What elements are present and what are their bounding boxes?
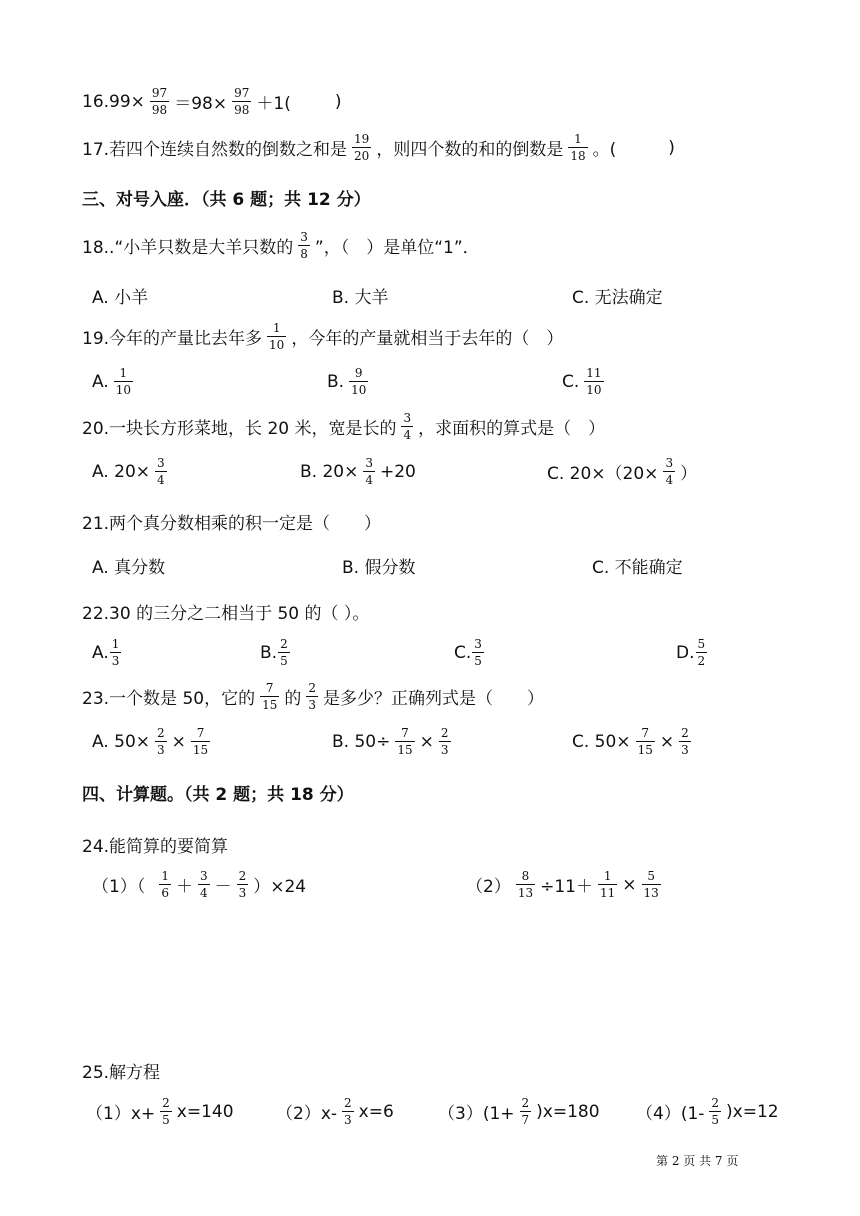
q25-part-4	[636, 1096, 779, 1127]
equation-text: （2）x-	[276, 1104, 338, 1124]
fraction: $\frac{11}{10}$	[586, 366, 602, 397]
fraction: $\frac{5}{13}$	[643, 869, 659, 900]
question-22: 22.30 的三分之二相当于 50 的（ ）。	[82, 604, 370, 624]
q25-part-1	[86, 1096, 234, 1127]
q18-text-a: 18..“小羊只数是大羊只数的	[82, 238, 294, 258]
fraction: $\frac{2}{3}$	[681, 726, 689, 757]
fraction: $\frac{2}{7}$	[521, 1096, 530, 1127]
q19-text-a: 19.今年的产量比去年多	[82, 329, 263, 349]
expr-mid: ÷11＋	[540, 877, 593, 897]
section-4-heading: 四、计算题。（共 2 题；共 18 分）	[82, 785, 354, 805]
q23-option-a[interactable]	[92, 726, 215, 757]
q22-option-b[interactable]	[260, 637, 295, 668]
fraction: $\frac{19}{20}$	[354, 132, 370, 163]
fraction: $\frac{7}{15}$	[637, 726, 653, 757]
times-sign: ×	[659, 731, 675, 752]
times-sign: ×	[419, 731, 434, 752]
q23-text-b: 的	[284, 689, 302, 709]
times-sign: ×	[171, 731, 186, 752]
question-19	[82, 321, 563, 352]
q17-text-c: 。(	[592, 140, 617, 160]
fraction: $\frac{2}{5}$	[280, 637, 288, 668]
fraction: $\frac{1}{6}$	[161, 869, 169, 900]
option-letter: C.	[562, 371, 580, 392]
q19-text-b: ，今年的产量就相当于去年的（ ）	[291, 329, 564, 349]
q18-text-b: ”，（ ）是单位“1”．	[314, 238, 480, 258]
times-sign: ×	[622, 874, 637, 895]
question-23	[82, 681, 544, 712]
q25-part-2	[276, 1096, 394, 1127]
fraction: $\frac{7}{15}$	[192, 726, 209, 757]
fraction: $\frac{7}{15}$	[397, 726, 413, 757]
q18-option-c[interactable]: C. 无法确定	[572, 288, 663, 308]
q19-option-c[interactable]	[562, 366, 609, 397]
option-text: +20	[380, 461, 416, 482]
part-label: （1）（	[92, 877, 146, 897]
equation-text: x=140	[176, 1101, 234, 1122]
equation-text: x=6	[358, 1101, 394, 1122]
fraction: $\frac{3}{4}$	[665, 456, 674, 487]
question-18	[82, 230, 480, 261]
expr-tail: ）×24	[253, 877, 307, 897]
q21-option-a[interactable]: A. 真分数	[92, 558, 166, 578]
q20-text-b: ，求面积的算式是（ ）	[418, 419, 606, 439]
option-text: C. 20×（20×	[547, 464, 659, 484]
option-letter: A.	[92, 642, 109, 663]
q17-text-a: 17.若四个连续自然数的倒数之和是	[82, 140, 348, 160]
q20-option-b[interactable]	[300, 456, 416, 487]
fraction: $\frac{1}{10}$	[115, 366, 132, 397]
fraction: $\frac{9}{10}$	[351, 366, 367, 397]
q18-option-a[interactable]: A. 小羊	[92, 288, 149, 308]
question-25: 25.解方程	[82, 1063, 161, 1083]
section-3-heading: 三、对号入座．（共 6 题；共 12 分）	[82, 190, 371, 210]
equation-text: )x=180	[536, 1101, 600, 1122]
equation-text: )x=12	[726, 1101, 779, 1122]
option-text: B. 20×	[300, 461, 359, 482]
q20-text-a: 20.一块长方形菜地，长 20 米，宽是长的	[82, 419, 397, 439]
q17-paren-close: )	[668, 137, 675, 158]
q24-part-2	[466, 869, 666, 900]
q16-paren-close: )	[334, 91, 342, 112]
fraction: $\frac{3}{4}$	[199, 869, 208, 900]
question-17	[82, 132, 675, 163]
option-text: A. 20×	[92, 461, 151, 482]
q23-option-c[interactable]	[572, 726, 696, 757]
fraction: $\frac{7}{15}$	[262, 681, 278, 712]
option-text: B. 50÷	[332, 731, 391, 752]
fraction: $\frac{1}{18}$	[570, 132, 586, 163]
q18-option-b[interactable]: B. 大羊	[332, 288, 389, 308]
fraction: $\frac{3}{4}$	[157, 456, 165, 487]
q23-text-a: 23.一个数是 50，它的	[82, 689, 256, 709]
fraction: $\frac{97}{98}$	[151, 86, 168, 117]
q22-option-a[interactable]	[92, 637, 126, 668]
option-text: ）	[680, 464, 698, 484]
q23-option-b[interactable]	[332, 726, 456, 757]
q24-part-1	[92, 869, 306, 900]
question-16	[82, 86, 341, 117]
q23-text-c: 是多少？正确列式是（ ）	[323, 689, 544, 709]
option-letter: C.	[454, 642, 472, 663]
fraction: $\frac{3}{4}$	[403, 411, 412, 442]
fraction: $\frac{2}{5}$	[162, 1096, 170, 1127]
fraction: $\frac{2}{3}$	[238, 869, 247, 900]
option-text: A. 50×	[92, 731, 151, 752]
option-letter: A.	[92, 371, 109, 392]
plus-sign: ＋	[175, 877, 193, 897]
equation-text: （4）(1-	[636, 1104, 705, 1124]
fraction: $\frac{2}{5}$	[711, 1096, 720, 1127]
equation-text: （3）(1+	[438, 1104, 515, 1124]
minus-sign: －	[214, 877, 232, 897]
q16-text-a: 16.99×	[82, 91, 145, 112]
question-24: 24.能简算的要简算	[82, 837, 229, 857]
q22-option-c[interactable]	[454, 637, 489, 668]
option-letter: B.	[327, 371, 345, 392]
fraction: $\frac{1}{11}$	[600, 869, 616, 900]
fraction: $\frac{2}{3}$	[157, 726, 165, 757]
fraction: $\frac{3}{8}$	[300, 230, 308, 261]
option-letter: D.	[676, 642, 695, 663]
part-label: （2）	[466, 877, 511, 897]
q20-option-a[interactable]	[92, 456, 172, 487]
q20-option-c[interactable]	[547, 456, 697, 487]
fraction: $\frac{1}{3}$	[111, 637, 120, 668]
question-21: 21.两个真分数相乘的积一定是（ ）	[82, 514, 382, 534]
fraction: $\frac{2}{3}$	[344, 1096, 352, 1127]
fraction: $\frac{2}{3}$	[440, 726, 449, 757]
question-20	[82, 411, 605, 442]
fraction: $\frac{1}{10}$	[269, 321, 285, 352]
q16-text-c: ＋1(	[256, 94, 291, 114]
q22-option-d[interactable]	[676, 637, 712, 668]
fraction: $\frac{3}{5}$	[474, 637, 482, 668]
equation-text: （1）x+	[86, 1104, 156, 1124]
q19-option-b[interactable]	[327, 366, 373, 397]
q19-option-a[interactable]	[92, 366, 138, 397]
option-letter: B.	[260, 642, 278, 663]
fraction: $\frac{97}{98}$	[234, 86, 250, 117]
q21-option-c[interactable]: C. 不能确定	[592, 558, 683, 578]
q17-text-b: ，则四个数的和的倒数是	[376, 140, 564, 160]
fraction: $\frac{2}{3}$	[308, 681, 316, 712]
q25-part-3	[438, 1096, 600, 1127]
q21-option-b[interactable]: B. 假分数	[342, 558, 416, 578]
option-text: C. 50×	[572, 731, 631, 752]
page-footer: 第 2 页 共 7 页	[656, 1154, 739, 1168]
fraction: $\frac{8}{13}$	[517, 869, 534, 900]
fraction: $\frac{3}{4}$	[365, 456, 373, 487]
fraction: $\frac{5}{2}$	[697, 637, 706, 668]
q16-text-b: ＝98×	[174, 94, 228, 114]
